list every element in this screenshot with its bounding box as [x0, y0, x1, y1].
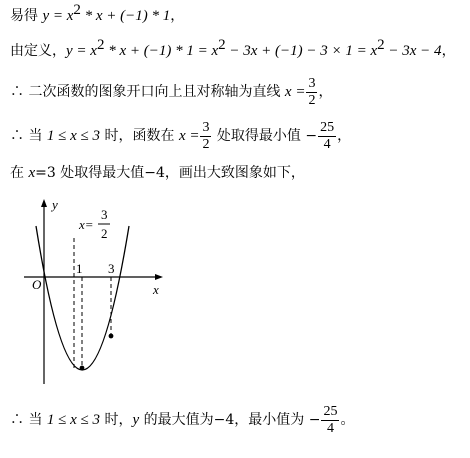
line4-var: x = — [178, 128, 200, 144]
parabola-graph — [22, 196, 172, 384]
line4-fraction-2: $\frac{25}{4}$ — [320, 119, 335, 152]
line1-expr2: * x + (−1) * 1 — [80, 8, 171, 24]
line4-suffix: ， — [337, 128, 352, 144]
line4-fraction-1: $\frac{3}{2}$ — [202, 119, 210, 152]
line4-mid2: 处取得最小值 − — [212, 128, 318, 144]
line6-var: y — [132, 412, 140, 428]
line3-fraction: $\frac{3}{2}$ — [308, 75, 316, 108]
x-axis-arrow — [155, 274, 163, 280]
line6-fraction: $\frac{25}{4}$ — [323, 403, 338, 436]
text-line-5 — [10, 163, 305, 183]
line2-prefix: 由定义， — [10, 43, 66, 59]
line6-mid: 时， — [100, 412, 133, 428]
line2-expr2: * x + (−1) * 1 = x — [104, 43, 219, 59]
text-line-3 — [10, 72, 332, 112]
symmetry-label-num: 3 — [101, 207, 108, 222]
line2-expr: y = x — [66, 43, 97, 59]
line1-expr: y = x — [42, 8, 74, 24]
line6-prefix: ∴ 当 — [10, 412, 47, 428]
line2-expr4: − 3x − 4 — [384, 43, 442, 59]
line3-var: x = — [284, 84, 306, 100]
line4-range: 1 ≤ x ≤ 3 — [46, 128, 101, 144]
line4-prefix: ∴ 当 — [10, 128, 47, 144]
line6-suffix: 。 — [340, 412, 355, 428]
point-max — [109, 334, 114, 339]
x-axis-label: x — [153, 282, 159, 297]
point-min — [80, 366, 85, 371]
text-line-2: 由定义，$y = x^2 * x + (-1) * 1 = x^2 - 3x + (-1) - 3 \times 1 = x^2 - 3x - 4$， — [10, 37, 456, 59]
tick-3-label: 3 — [108, 261, 115, 276]
line3-suffix: ， — [318, 84, 333, 100]
symmetry-label-den: 2 — [101, 226, 108, 241]
line1-prefix: 易得 — [10, 8, 43, 24]
line2-suffix: ， — [441, 43, 456, 59]
line1-suffix: ， — [170, 8, 185, 24]
line6-range: 1 ≤ x ≤ 3 — [46, 412, 101, 428]
line2-expr3: − 3x + (−1) − 3 × 1 = x — [225, 43, 378, 59]
text-line-1: 易得 $y = x^2 * x + (-1) * 1$， — [10, 2, 185, 24]
tick-1-label: 1 — [76, 261, 83, 276]
line6-mid2: 的最大值为−4，最小值为 − — [139, 412, 321, 428]
line5-prefix: 在 — [10, 165, 29, 181]
line4-mid: 时，函数在 — [100, 128, 179, 144]
line5-mid: =3 处取得最大值−4，画出大致图象如下， — [35, 165, 305, 181]
y-axis-label: y — [52, 197, 58, 212]
text-line-4 — [10, 116, 351, 156]
text-line-6 — [10, 400, 354, 440]
y-axis-arrow — [41, 199, 47, 207]
origin-label: O — [32, 277, 42, 292]
symmetry-label-var: x= — [79, 217, 94, 232]
line5-var: x — [28, 165, 36, 181]
line3-prefix: ∴ 二次函数的图象开口向上且对称轴为直线 — [10, 84, 285, 100]
